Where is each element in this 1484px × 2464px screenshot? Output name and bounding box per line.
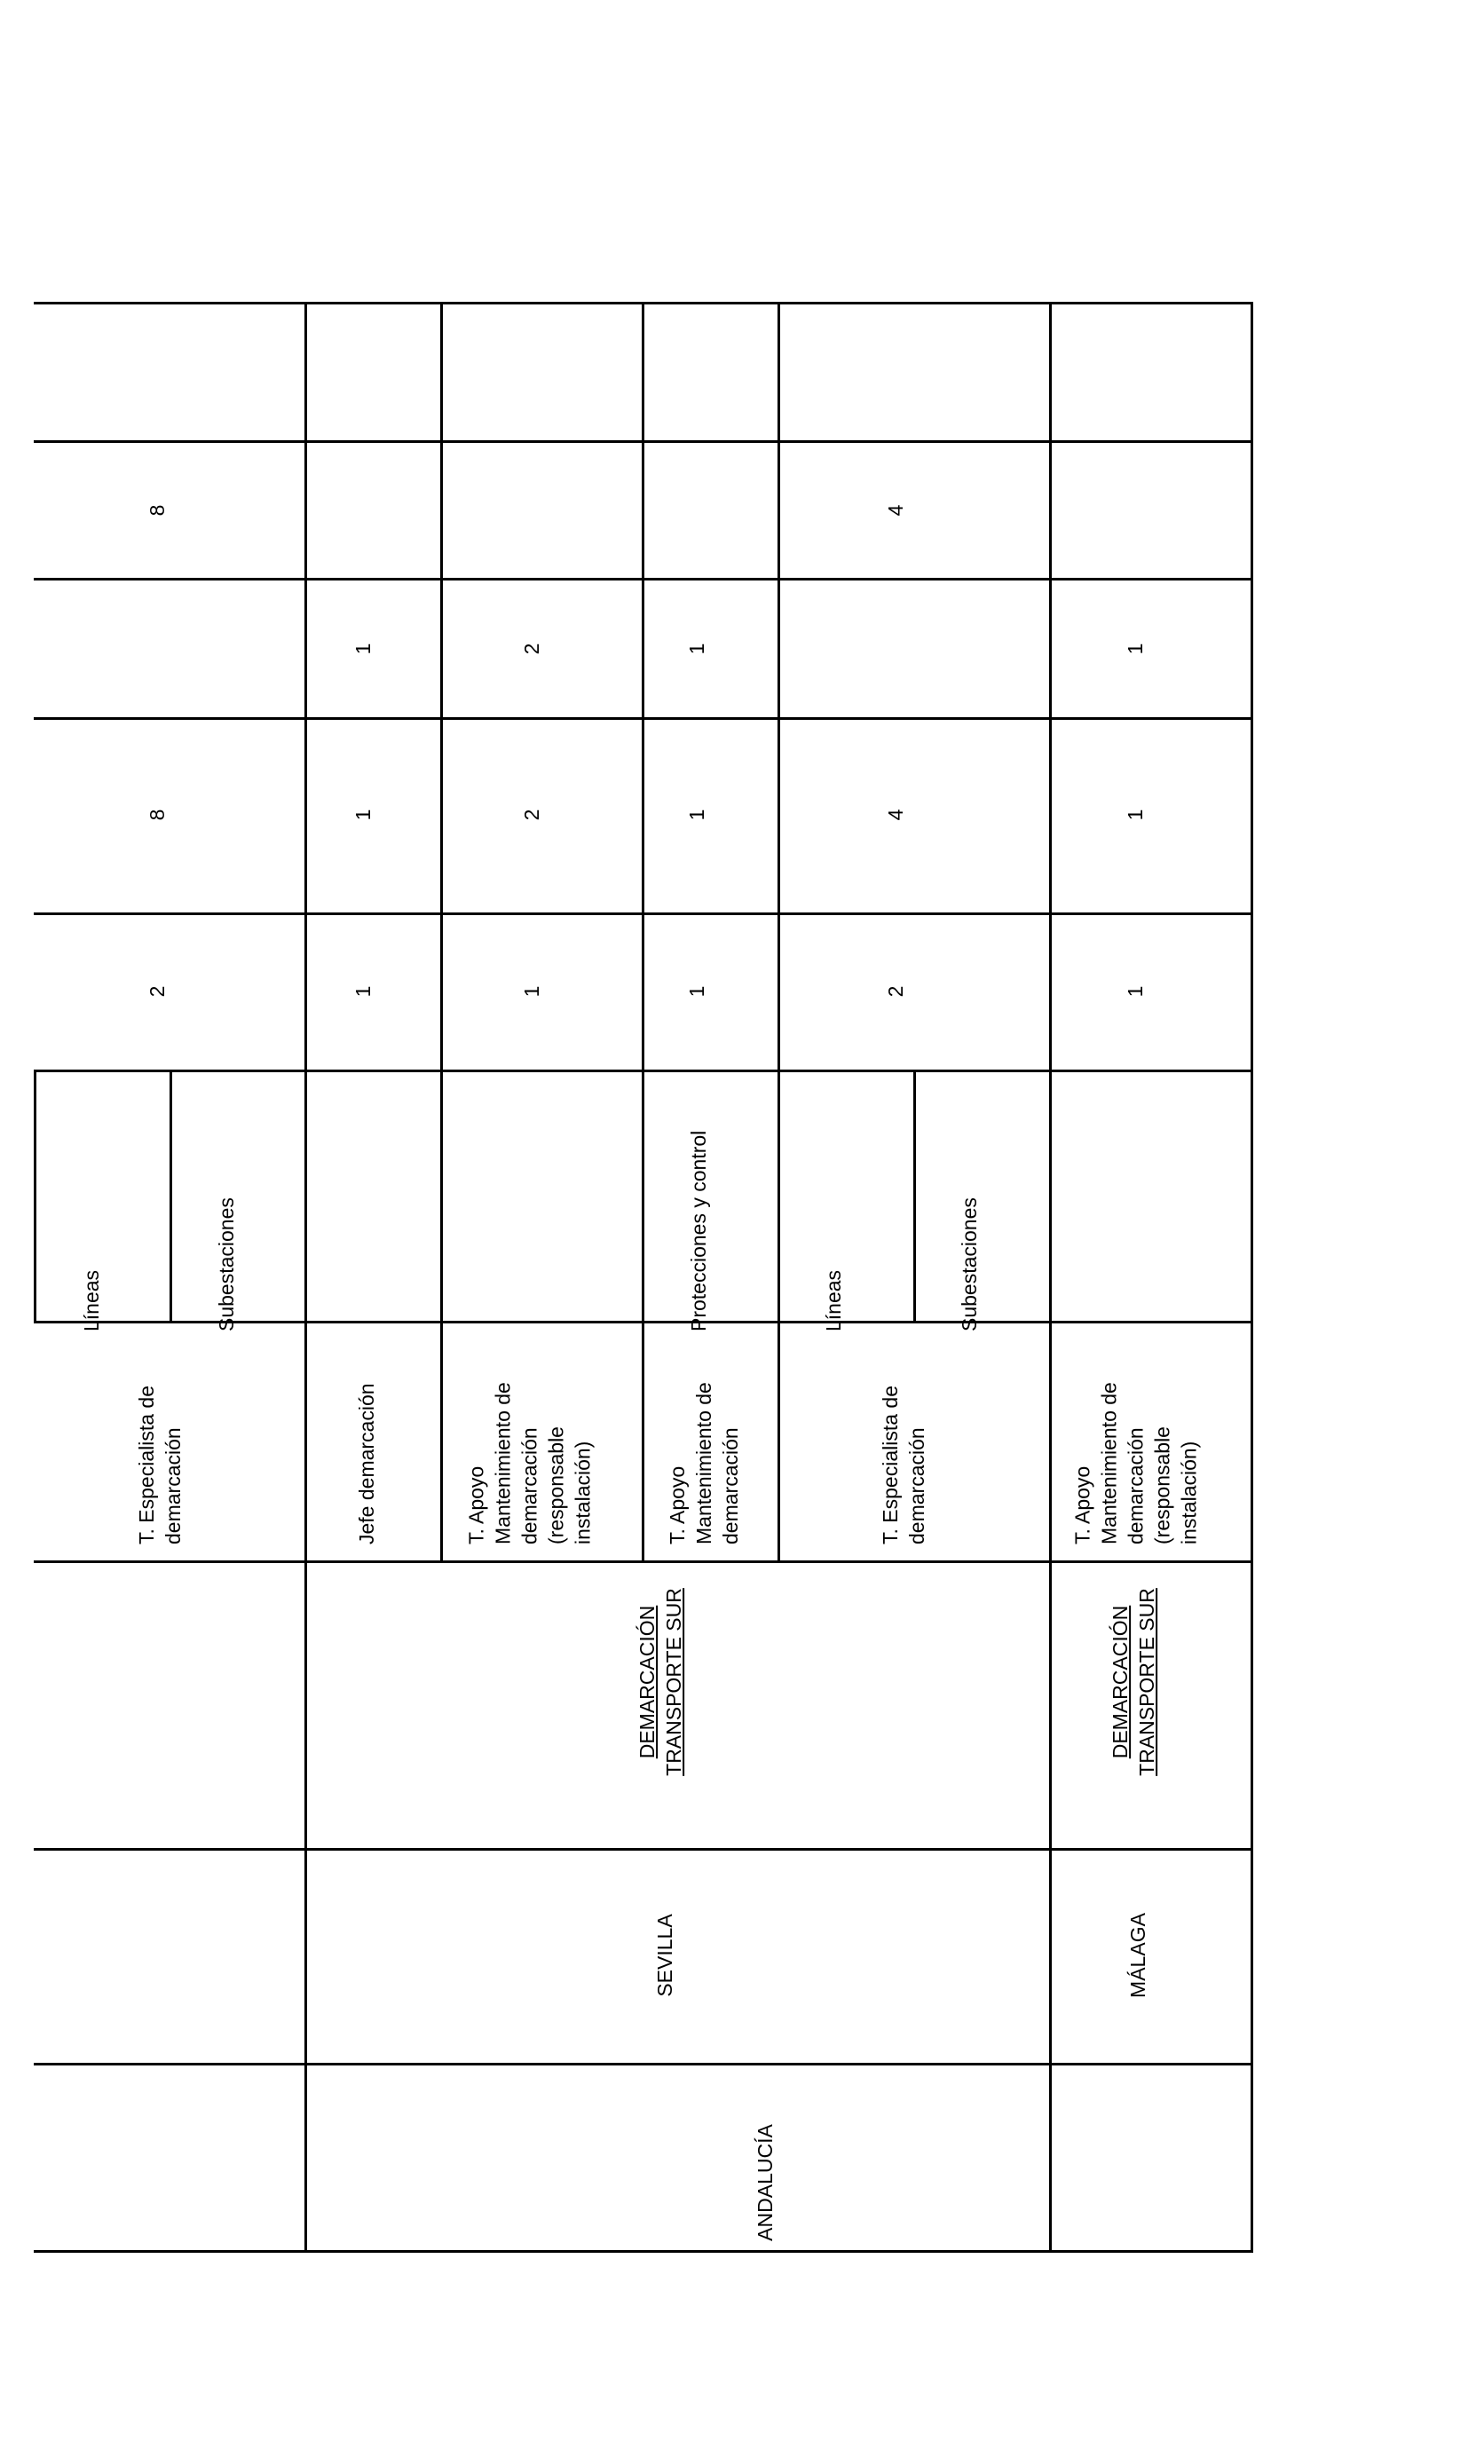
rule — [304, 302, 307, 2253]
rule — [440, 302, 443, 1563]
value-cell: 4 — [884, 504, 908, 517]
province-malaga: MÁLAGA — [1126, 1913, 1150, 1998]
puesto-cell: T. Apoyo Mantenimiento de demarcación — [666, 1382, 742, 1544]
value-cell: 1 — [351, 985, 375, 998]
puesto-cell: T. Especialista de demarcación — [879, 1386, 928, 1544]
puesto-cell: T. Apoyo Mantenimiento de demarcación (responsable instalación) — [464, 1382, 594, 1544]
rule — [1049, 302, 1052, 2253]
value-cell: 2 — [146, 985, 170, 998]
rule — [913, 1070, 916, 1323]
sub-cell: Protecciones y control — [687, 1130, 711, 1331]
rule — [34, 1070, 36, 1323]
demarcacion-malaga: DEMARCACIÓN TRANSPORTE SUR — [1109, 1588, 1158, 1776]
value-cell: 1 — [1124, 809, 1148, 821]
demarcacion-sevilla: DEMARCACIÓN TRANSPORTE SUR — [635, 1588, 685, 1776]
rule — [642, 302, 644, 1563]
puesto-cell: T. Especialista de demarcación — [135, 1386, 185, 1544]
value-cell: 8 — [146, 809, 170, 821]
rule — [34, 2250, 1253, 2253]
rule — [1049, 2063, 1253, 2065]
value-cell: 4 — [884, 809, 908, 821]
value-cell: 2 — [520, 809, 544, 821]
value-cell: 1 — [685, 809, 709, 821]
value-cell: 8 — [146, 504, 170, 517]
sub-cell: Subestaciones — [958, 1197, 982, 1331]
sub-cell: Líneas — [80, 1269, 104, 1331]
value-cell: 1 — [685, 985, 709, 998]
sub-cell: Subestaciones — [215, 1197, 239, 1331]
rule — [778, 302, 780, 1563]
value-cell: 2 — [520, 643, 544, 655]
puesto-cell: Jefe demarcación — [355, 1383, 379, 1544]
value-cell: 1 — [351, 643, 375, 655]
value-cell: 1 — [1124, 985, 1148, 998]
value-cell: 2 — [884, 985, 908, 998]
rule — [34, 1848, 1253, 1851]
rule — [170, 1070, 172, 1323]
puesto-cell: T. Apoyo Mantenimiento de demarcación (responsable instalación) — [1070, 1382, 1200, 1544]
value-cell: 1 — [1124, 643, 1148, 655]
sub-cell: Líneas — [822, 1269, 846, 1331]
value-cell: 1 — [351, 809, 375, 821]
province-sevilla: SEVILLA — [653, 1914, 677, 1997]
rule — [1251, 302, 1253, 2253]
value-cell: 1 — [520, 985, 544, 998]
value-cell: 1 — [685, 643, 709, 655]
region-cell: ANDALUCÍA — [754, 2124, 778, 2241]
